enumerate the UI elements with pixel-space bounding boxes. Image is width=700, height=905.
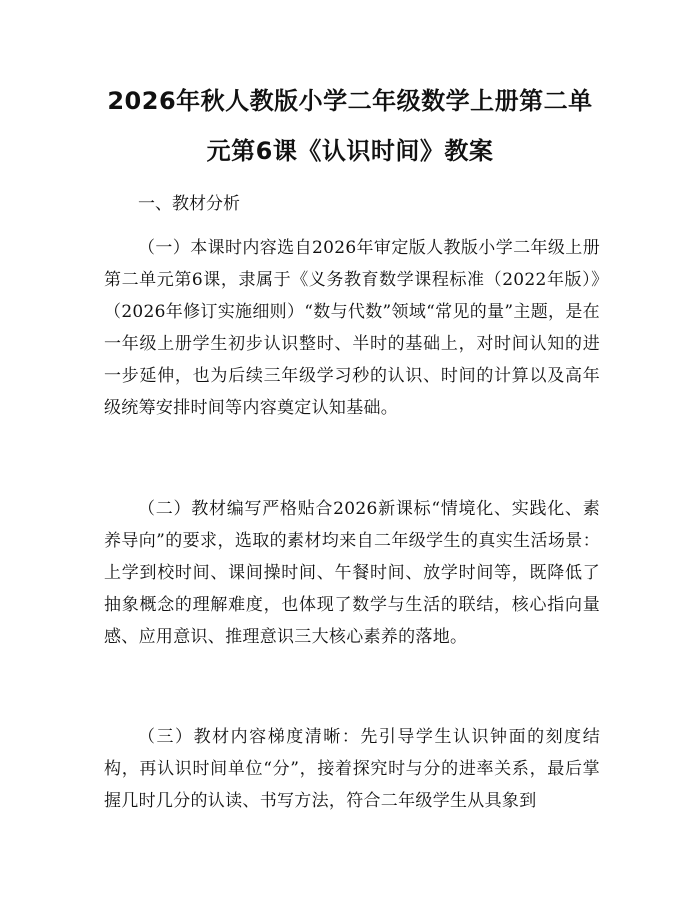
document-title: 2026年秋人教版小学二年级数学上册第二单元第6课《认识时间》教案 (107, 87, 593, 165)
paragraph-3: （三）教材内容梯度清晰：先引导学生认识钟面的刻度结构，再认识时间单位“分”，接着探究时与分的进率关系，最后掌握几时几分的认读、书写方法，符合二年级学生从具象到 (104, 727, 600, 811)
paragraph-1: （一）本课时内容选自2026年审定版人教版小学二年级上册第二单元第6课，隶属于《义务教育数学课程标准（2022年版）》（2026年修订实施细则）“数与代数”领域“常见的量”主题，是在一年级上册学生初步认识整时、半时的基础上，对时间认知的进一步延伸，也为后续三年级学习秒的认识、时间的计算以及高年级统筹安排时间等内容奠定认知基础。 (104, 238, 600, 418)
paragraph-2: （二）教材编写严格贴合2026新课标“情境化、实践化、素养导向”的要求，选取的素材均来自二年级学生的真实生活场景：上学到校时间、课间操时间、午餐时间、放学时间等，既降低了抽象概念的理解难度，也体现了数学与生活的联结，核心指向量感、应用意识、推理意识三大核心素养的落地。 (104, 499, 600, 647)
section-heading: 一、教材分析 (138, 194, 240, 214)
